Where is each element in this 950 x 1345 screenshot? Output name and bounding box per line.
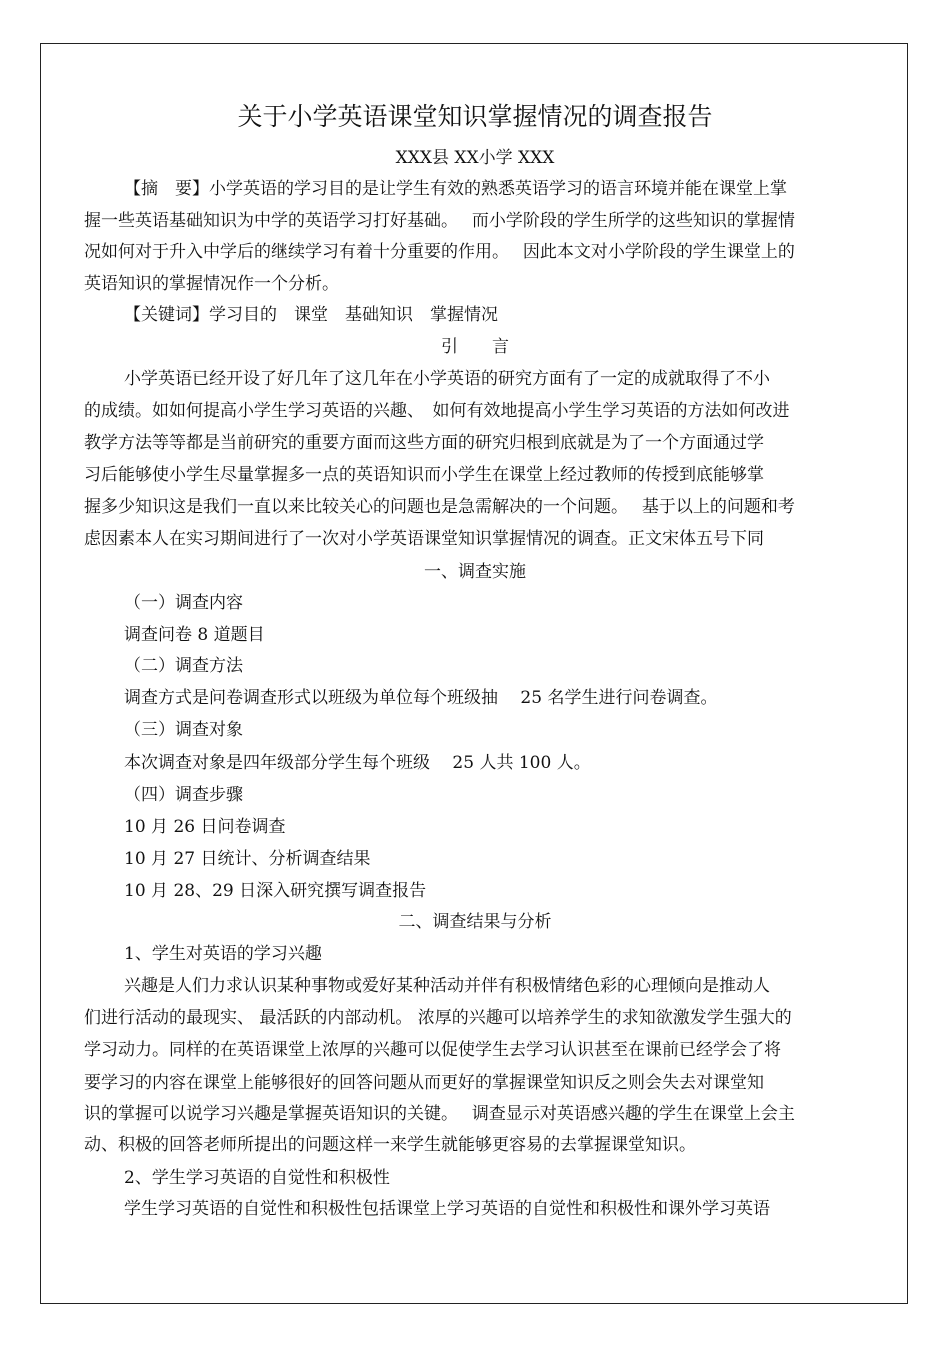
intro-line: 小学英语已经开设了好几年了这几年在小学英语的研究方面有了一定的成就取得了不小 bbox=[124, 369, 770, 389]
body-line: 10 月 27 日统计、分析调查结果 bbox=[124, 849, 371, 869]
body-line: 本次调查对象是四年级部分学生每个班级 25 人共 100 人。 bbox=[124, 753, 591, 773]
body-line: 识的掌握可以说学习兴趣是掌握英语知识的关键。 调查显示对英语感兴趣的学生在课堂上会主 bbox=[84, 1104, 795, 1124]
intro-heading: 引 言 bbox=[441, 337, 509, 357]
subsection-heading: 1、学生对英语的学习兴趣 bbox=[124, 944, 322, 964]
abstract-line: 英语知识的掌握情况作一个分析。 bbox=[84, 274, 339, 294]
body-line: 动、积极的回答老师所提出的问题这样一来学生就能够更容易的去掌握课堂知识。 bbox=[84, 1135, 696, 1155]
body-line: 10 月 28、29 日深入研究撰写调查报告 bbox=[124, 881, 427, 901]
intro-line: 握多少知识这是我们一直以来比较关心的问题也是急需解决的一个问题。 基于以上的问题和考 bbox=[84, 497, 795, 517]
body-line: 调查问卷 8 道题目 bbox=[124, 625, 265, 645]
intro-line: 的成绩。如如何提高小学生学习英语的兴趣、 如何有效地提高小学生学习英语的方法如何改进 bbox=[84, 401, 790, 421]
body-line: 兴趣是人们力求认识某种事物或爱好某种活动并伴有积极情绪色彩的心理倾向是推动人 bbox=[124, 976, 770, 996]
body-line: 10 月 26 日问卷调查 bbox=[124, 817, 286, 837]
subsection-heading: （二）调查方法 bbox=[124, 656, 243, 676]
subsection-heading: （三）调查对象 bbox=[124, 720, 243, 740]
body-line: 学习动力。同样的在英语课堂上浓厚的兴趣可以促使学生去学习认识甚至在课前已经学会了将 bbox=[84, 1040, 781, 1060]
abstract-line: 握一些英语基础知识为中学的英语学习打好基础。 而小学阶段的学生所学的这些知识的掌握情 bbox=[84, 211, 795, 231]
subsection-heading: （一）调查内容 bbox=[124, 593, 243, 613]
intro-line: 教学方法等等都是当前研究的重要方面而这些方面的研究归根到底就是为了一个方面通过学 bbox=[84, 433, 764, 453]
body-line: 们进行活动的最现实、 最活跃的内部动机。 浓厚的兴趣可以培养学生的求知欲激发学生强大的 bbox=[84, 1008, 792, 1028]
abstract-line: 【摘 要】小学英语的学习目的是让学生有效的熟悉英语学习的语言环境并能在课堂上掌 bbox=[124, 179, 787, 199]
section1-heading: 一、调查实施 bbox=[424, 562, 526, 582]
body-line: 学生学习英语的自觉性和积极性包括课堂上学习英语的自觉性和积极性和课外学习英语 bbox=[124, 1199, 770, 1219]
intro-line: 虑因素本人在实习期间进行了一次对小学英语课堂知识掌握情况的调查。正文宋体五号下同 bbox=[84, 529, 764, 549]
keywords: 【关键词】学习目的 课堂 基础知识 掌握情况 bbox=[124, 305, 498, 325]
byline: XXX县 XX小学 XXX bbox=[395, 148, 555, 168]
section2-heading: 二、调查结果与分析 bbox=[398, 912, 552, 932]
body-line: 要学习的内容在课堂上能够很好的回答问题从而更好的掌握课堂知识反之则会失去对课堂知 bbox=[84, 1073, 764, 1093]
report-title: 关于小学英语课堂知识掌握情况的调查报告 bbox=[237, 102, 713, 131]
subsection-heading: 2、学生学习英语的自觉性和积极性 bbox=[124, 1168, 390, 1188]
subsection-heading: （四）调查步骤 bbox=[124, 785, 243, 805]
abstract-line: 况如何对于升入中学后的继续学习有着十分重要的作用。 因此本文对小学阶段的学生课堂上的 bbox=[84, 242, 795, 262]
intro-line: 习后能够使小学生尽量掌握多一点的英语知识而小学生在课堂上经过教师的传授到底能够掌 bbox=[84, 465, 764, 485]
body-line: 调查方式是问卷调查形式以班级为单位每个班级抽 25 名学生进行问卷调查。 bbox=[124, 688, 718, 708]
